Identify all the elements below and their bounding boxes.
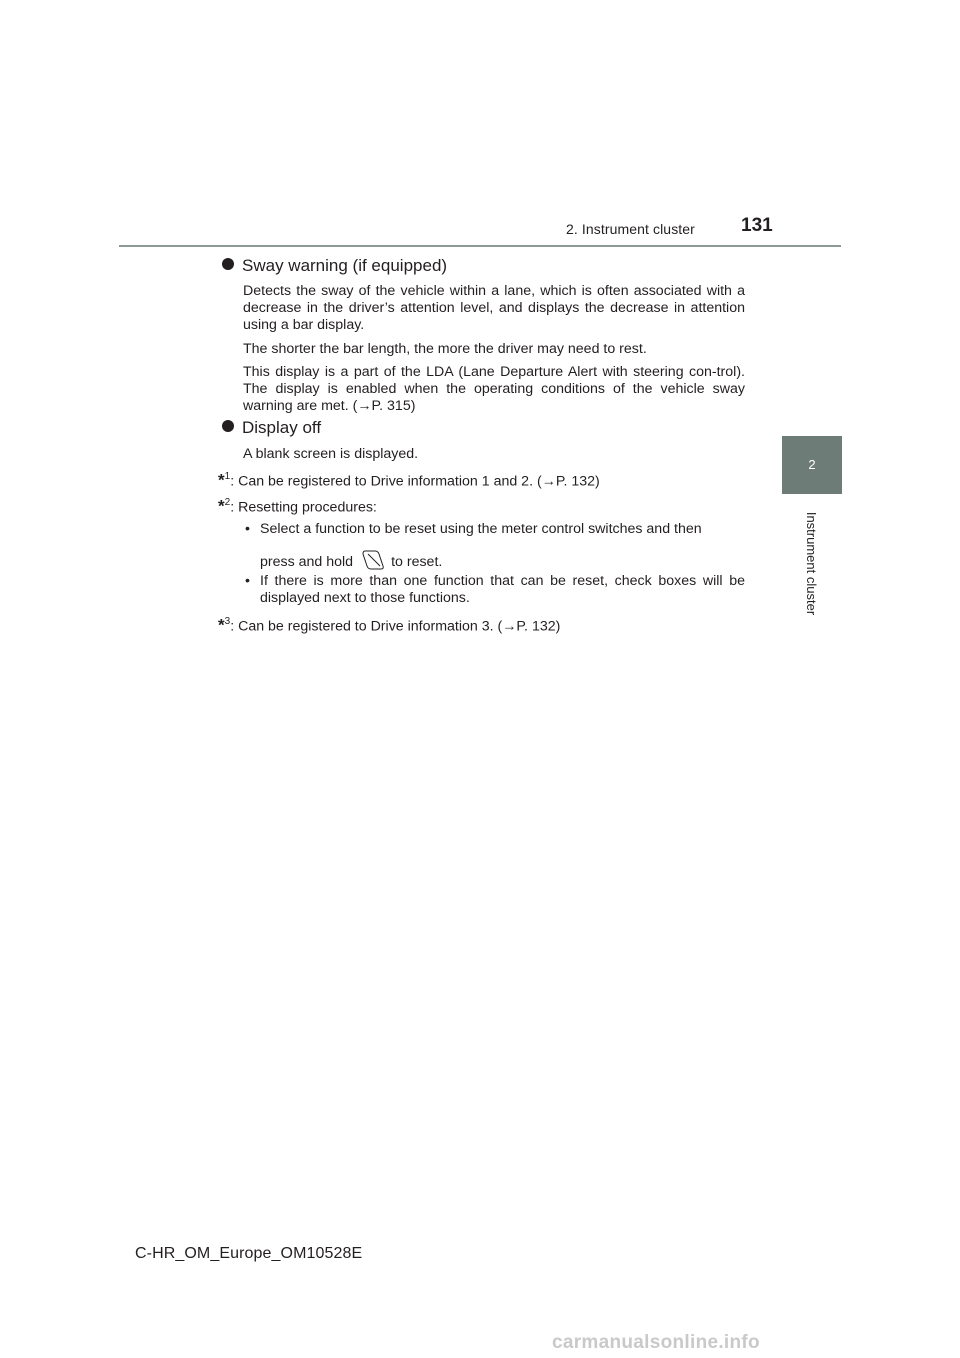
chapter-side-label [782, 498, 842, 628]
reset-step-1-post: to reset. [391, 554, 443, 570]
footnote-2-marker: 2 [224, 497, 231, 508]
reset-step-2-text: If there is more than one function that can be reset, check boxes will be displayed next to those functions. [260, 573, 745, 606]
footnote-3: *$^3$: Can be registered to Drive information 3. (→P. 132) [218, 615, 561, 635]
sway-paragraph-1: Detects the sway of the vehicle within a lane, which is often associated with a decrease in the driver’s attention level, and displays the decrease in attention using a bar display. [243, 283, 745, 333]
chapter-tab: 2 [782, 436, 842, 494]
footnote-3-text: : Can be registered to Drive information 3. (→P. 132) [230, 618, 561, 635]
running-header-section: 2. Instrument cluster [566, 221, 695, 237]
footnote-2: *$^2$: Resetting procedures: [218, 496, 377, 516]
footnote-2-text: : Resetting procedures: [230, 499, 377, 516]
footnote-1-text: : Can be registered to Drive information 1 and 2. (→P. 132) [230, 473, 600, 490]
reset-step-2 [245, 573, 745, 607]
reset-step-1 [245, 521, 745, 572]
bullet-icon [222, 258, 234, 270]
display-off-heading [222, 418, 321, 438]
footnote-1: *$^1$: Can be registered to Drive information 1 and 2. (→P. 132) [218, 470, 600, 490]
reset-step-1-pre: press and hold [260, 554, 354, 570]
sway-paragraph-2: The shorter the bar length, the more the driver may need to rest. [243, 341, 647, 357]
chapter-side-label-text: Instrument cluster [804, 511, 820, 615]
document-code: C-HR_OM_Europe_OM10528E [135, 1245, 363, 1262]
list-bullet: • [245, 573, 250, 589]
display-off-title: Display off [242, 418, 322, 437]
watermark: carmanualsonline.info [552, 1332, 760, 1353]
footnote-1-marker: 1 [224, 471, 231, 482]
header-rule [119, 245, 841, 247]
footnote-3-marker: 3 [224, 616, 231, 627]
sway-paragraph-3: This display is a part of the LDA (Lane Departure Alert with steering con-trol). The display is enabled when the operating conditions of the vehicle sway warning are met. (→P. 315) [243, 364, 745, 414]
sway-warning-title: Sway warning (if equipped) [242, 256, 448, 275]
sway-warning-heading [222, 256, 447, 276]
bullet-icon [222, 420, 234, 432]
list-bullet: • [245, 521, 250, 537]
reset-step-1-line1: Select a function to be reset using the meter control switches and then [260, 521, 702, 537]
meter-switch-ok-icon [359, 548, 387, 572]
display-off-paragraph: A blank screen is displayed. [243, 446, 419, 462]
page-number: 131 [741, 215, 773, 236]
